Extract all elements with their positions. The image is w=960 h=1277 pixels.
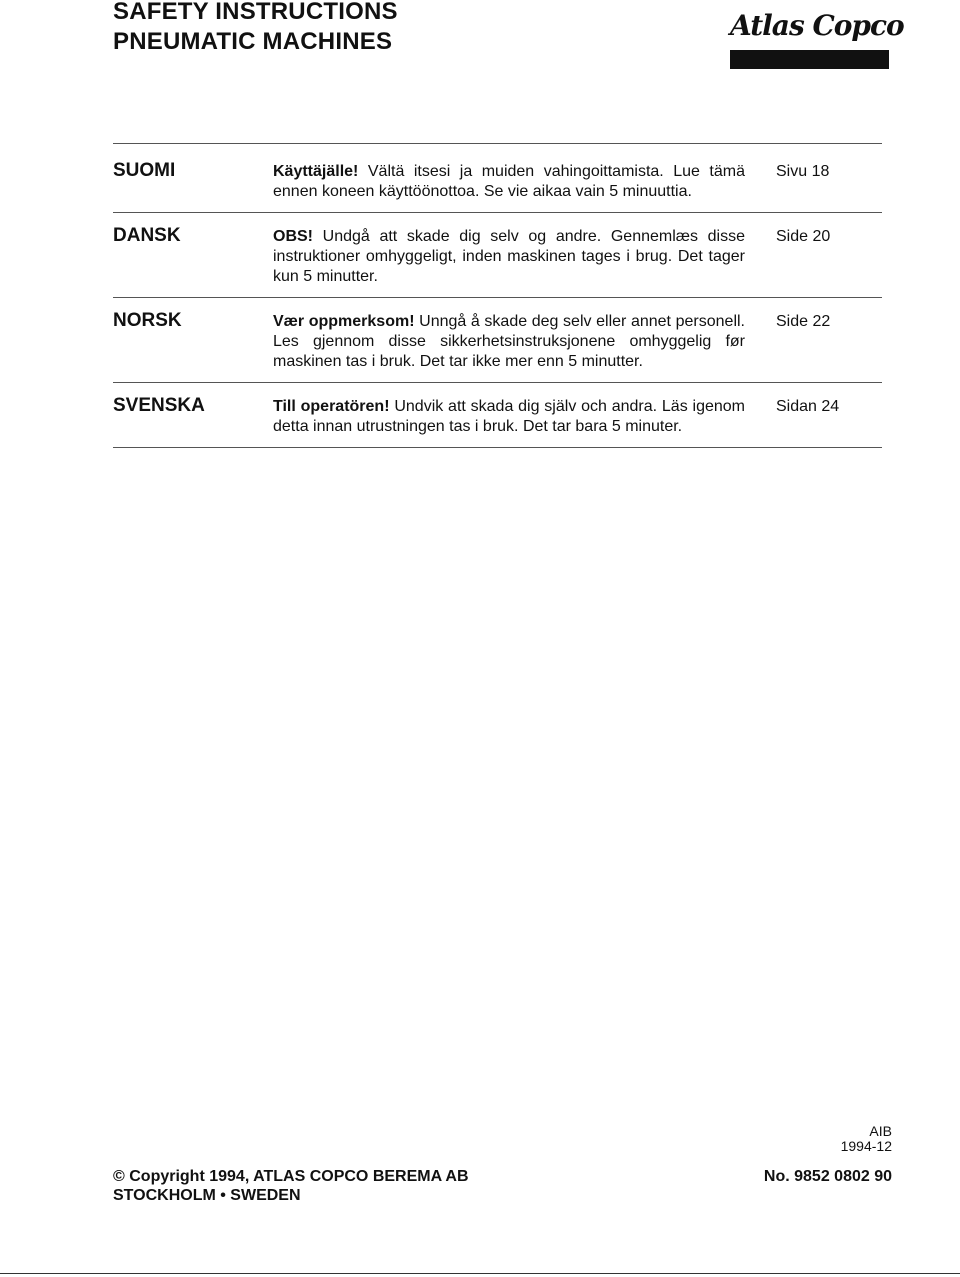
- section-divider: [113, 143, 882, 144]
- section-body: Unngå å skade deg selv eller annet personell. Les gjennom disse sikkerhetsinstruksjonene omhyggelig før maskinen tas i bruk. Det tar ikke mer enn 5 minutter.: [273, 313, 745, 370]
- language-label: SUOMI: [113, 160, 176, 181]
- document-title-line-1: SAFETY INSTRUCTIONS: [113, 0, 398, 25]
- language-label: NORSK: [113, 310, 182, 331]
- section-body: Undgå att skade dig selv og andre. Gennemlæs disse instruktioner omhyggeligt, inden maskinen tages i brug. Det tager kun 5 minutter.: [273, 228, 745, 285]
- section-body: Vältä itsesi ja muiden vahingoittamista. Lue tämä ennen koneen käyttöönottoa. Se vie aikaa vain 5 minuuttia.: [273, 163, 745, 200]
- logo-bar: [730, 50, 889, 69]
- section-divider: [113, 212, 882, 213]
- copyright-notice: © Copyright 1994, ATLAS COPCO BEREMA AB: [113, 1168, 469, 1185]
- page-bottom-rule: [0, 1273, 960, 1274]
- section-divider: [113, 382, 882, 383]
- page-reference: Sidan 24: [776, 398, 840, 415]
- section-body: Undvik att skada dig själv och andra. Läs igenom detta innan utrustningen tas i bruk. Det tar bara 5 minuter.: [273, 398, 745, 435]
- aib-code: AIB: [869, 1123, 892, 1139]
- company-location: STOCKHOLM • SWEDEN: [113, 1187, 301, 1204]
- document-title-line-2: PNEUMATIC MACHINES: [113, 28, 393, 55]
- page-reference: Sivu 18: [776, 163, 830, 180]
- language-label: SVENSKA: [113, 395, 205, 416]
- page-reference: Side 20: [776, 228, 831, 245]
- section-text: [273, 397, 745, 437]
- section-divider: [113, 297, 882, 298]
- atlas-copco-logo: [730, 3, 904, 69]
- issue-date: 1994-12: [840, 1138, 892, 1154]
- logo-wordmark: Atlas Copco: [730, 9, 904, 42]
- page-reference: Side 22: [776, 313, 831, 330]
- language-label: DANSK: [113, 225, 181, 246]
- section-lead: OBS!: [273, 228, 313, 245]
- section-lead: Käyttäjälle!: [273, 163, 359, 180]
- section-text: [273, 162, 745, 202]
- section-lead: Vær oppmerksom!: [273, 313, 415, 330]
- document-number: No. 9852 0802 90: [763, 1168, 892, 1185]
- section-text: [273, 227, 745, 287]
- section-text: [273, 312, 745, 372]
- section-divider: [113, 447, 882, 448]
- section-lead: Till operatören!: [273, 398, 390, 415]
